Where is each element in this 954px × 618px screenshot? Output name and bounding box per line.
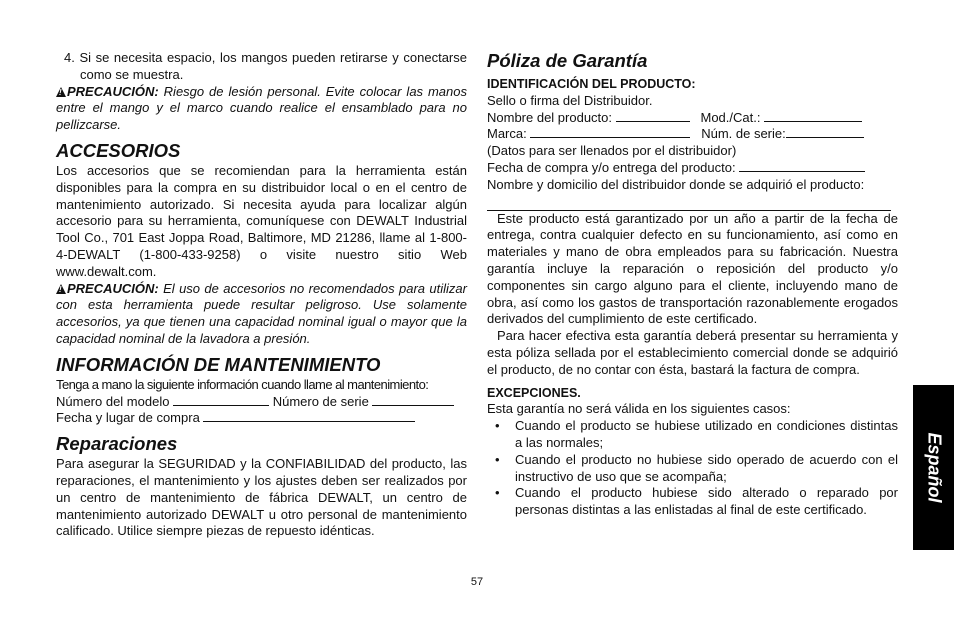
product-name-line (487, 110, 898, 127)
exception-text: Cuando el producto hubiese sido alterado o reparado por personas distintas a las enlistadas al final de este certificado. (515, 485, 898, 518)
serial-number-blank[interactable] (786, 126, 864, 138)
repairs-heading: Reparaciones (56, 433, 178, 455)
accessories-text: Los accesorios que se recomiendan para la herramienta están disponibles para la compra en su distribuidor local o en el centro de mantenimiento autorizado. Si necesita ayuda para localizar algún accesorio para su herramienta, comuníquese con DEWALT Industrial Tool Co., 701 East Joppa Road, Baltimore, MD 21286, llame al 1-800-4-DEWALT (1-800-433-9258) o visite nuestro sitio Web www.dewalt.com. (56, 162, 467, 279)
caution-label: PRECAUCIÓN: (67, 280, 159, 296)
maintenance-intro: Tenga a mano la siguiente información cuando llame al mantenimiento: (56, 376, 429, 392)
list-item (487, 485, 898, 519)
warranty-heading: Póliza de Garantía (487, 50, 648, 71)
serial-label: Número de serie (272, 393, 369, 409)
product-name-blank[interactable] (616, 110, 690, 122)
distributor-seal: Sello o firma del Distribuidor. (487, 92, 653, 108)
bullet-icon: • (495, 451, 500, 467)
date-place-label: Fecha y lugar de compra (56, 410, 200, 426)
product-name-label: Nombre del producto: (487, 109, 613, 125)
product-id-heading: IDENTIFICACIÓN DEL PRODUCTO: (487, 77, 696, 91)
exceptions-heading: EXCEPCIONES. (487, 385, 581, 400)
right-column (487, 50, 898, 519)
left-column (56, 50, 467, 540)
assembly-step-4: 4. Si se necesita espacio, los mangos pueden retirarse y conectarse como se muestra. (64, 50, 467, 82)
page-number: 57 (470, 576, 484, 588)
accessories-heading: ACCESORIOS (56, 139, 181, 161)
purchase-date-label: Fecha de compra y/o entrega del producto: (487, 159, 736, 175)
serial-blank[interactable] (372, 394, 454, 406)
distributor-note: (Datos para ser llenados por el distribuidor) (487, 143, 737, 159)
model-cat-blank[interactable] (764, 110, 862, 122)
date-place-blank[interactable] (203, 410, 415, 422)
caution-label: PRECAUCIÓN: (67, 83, 159, 99)
list-item (487, 418, 898, 452)
maintenance-heading: INFORMACIÓN DE MANTENIMIENTO (56, 353, 381, 375)
warranty-coverage: Este producto está garantizado por un año a partir de la fecha de entrega, contra cualquier defecto en su funcionamiento, así como en materiales y mano de obra empleados para su fabricación. Nuestra garantía incluye la reparación o reposición del producto y/o componentes sin cargo alguno para el cliente, incluyendo mano de obra, así como los gastos de transportación razonablemente erogados derivados del cumplimiento de este certificado. (487, 210, 898, 327)
model-label: Número del modelo (56, 393, 170, 409)
bullet-icon: • (495, 418, 500, 434)
caution-pinch (56, 84, 467, 134)
purchase-date-blank[interactable] (739, 160, 865, 172)
bullet-icon: • (495, 485, 500, 501)
exception-text: Cuando el producto se hubiese utilizado en condiciones distintas a las normales; (515, 418, 898, 450)
brand-label: Marca: (487, 126, 527, 142)
model-serial-line (56, 394, 467, 411)
language-tab (913, 385, 954, 550)
caution-text: El uso de accesorios no recomendados para utilizar con esta herramienta puede resultar peligroso. Use solamente accesorios, ya que tienen una capacidad nominal igual o mayor que la capacidad nominal de la lavadora a presión. (56, 280, 467, 346)
brand-line (487, 126, 898, 143)
warning-triangle-icon (56, 87, 66, 97)
exception-text: Cuando el producto no hubiese sido operado de acuerdo con el instructivo de uso que se acompaña; (515, 451, 898, 484)
list-item (487, 452, 898, 486)
warranty-claim: Para hacer efectiva esta garantía deberá presentar su herramienta y esta póliza sellada por el establecimiento comercial donde se adquirió el producto, de no contar con ésta, bastará la factura de compra. (487, 328, 898, 377)
distributor-address-label: Nombre y domicilio del distribuidor donde se adquirió el producto: (487, 176, 865, 192)
model-cat-label: Mod./Cat.: (700, 109, 761, 125)
exceptions-intro: Esta garantía no será válida en los siguientes casos: (487, 401, 791, 417)
serial-number-label: Núm. de serie: (701, 126, 786, 142)
caution-accessories (56, 281, 467, 348)
purchase-date-line (487, 160, 898, 177)
repairs-text: Para asegurar la SEGURIDAD y la CONFIABILIDAD del producto, las reparaciones, el mantenimiento y los ajustes deben ser realizados por un centro de mantenimiento de fábrica DEWALT, un centro de mantenimiento autorizado DEWALT u otro personal de mantenimiento calificado. Utilice siempre piezas de repuesto idénticas. (56, 456, 467, 539)
brand-blank[interactable] (530, 126, 690, 138)
warning-triangle-icon (56, 284, 66, 294)
model-blank[interactable] (173, 394, 269, 406)
language-tab-label: Español (924, 432, 945, 503)
caution-text: Riesgo de lesión personal. Evite colocar las manos entre el mango y el marco cuando realice el ensamblado para no pellizcarse. (56, 83, 467, 133)
distributor-address-blank[interactable] (487, 194, 891, 211)
date-place-line (56, 410, 467, 427)
